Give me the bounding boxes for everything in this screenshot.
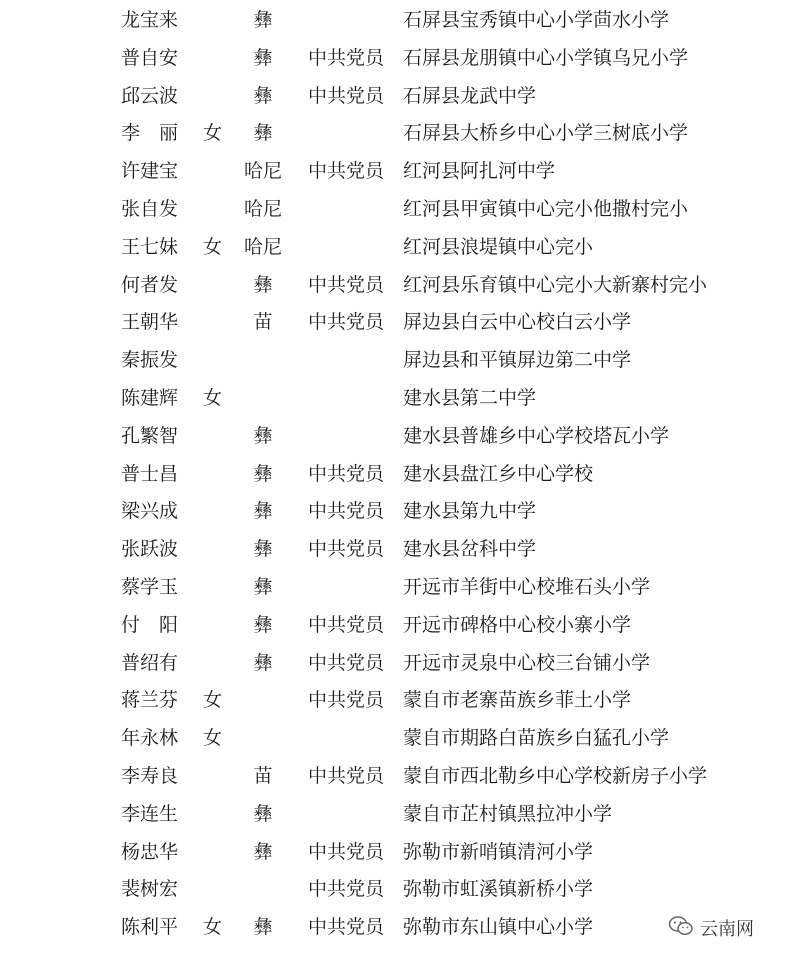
table-row [0, 871, 785, 907]
teacher-school: 开远市灵泉中心校三台铺小学 [403, 651, 651, 674]
teacher-ethnicity: 彝 [253, 84, 273, 107]
teacher-name: 李 丽 [121, 122, 179, 145]
teacher-ethnicity: 彝 [253, 613, 273, 636]
watermark-text: 云南网 [700, 919, 754, 940]
teacher-school: 红河县乐育镇中心完小大新寨村完小 [403, 273, 708, 296]
teacher-ethnicity [242, 682, 284, 718]
teacher-school: 建水县普雄乡中心学校塔瓦小学 [403, 424, 670, 447]
table-row [0, 796, 785, 832]
teacher-ethnicity: 彝 [253, 840, 273, 863]
teacher-party: 中共党员 [308, 46, 385, 69]
teacher-name: 邱云波 [121, 84, 179, 107]
teacher-ethnicity [242, 380, 284, 416]
teacher-school: 蒙自市期路白苗族乡白猛孔小学 [403, 727, 670, 750]
teacher-school: 红河县浪堤镇中心完小 [403, 235, 594, 258]
teacher-party: 中共党员 [308, 878, 385, 901]
teacher-school: 建水县盘江乡中心学校 [403, 462, 594, 485]
teacher-name: 王七妹 [121, 235, 179, 258]
teacher-name: 陈利平 [121, 916, 179, 939]
table-row [0, 267, 785, 303]
watermark [668, 913, 754, 943]
table-row [0, 229, 785, 265]
teacher-school: 弥勒市东山镇中心小学 [403, 916, 594, 939]
teacher-ethnicity: 彝 [253, 576, 273, 598]
teacher-ethnicity: 彝 [253, 424, 273, 447]
table-row [0, 380, 785, 416]
teacher-ethnicity: 哈尼 [243, 160, 282, 183]
teacher-gender: 女 [203, 916, 223, 939]
table-row [0, 720, 785, 756]
teacher-name: 蔡学玉 [121, 576, 179, 598]
teacher-name: 秦振发 [121, 349, 179, 372]
teacher-school: 建水县第二中学 [403, 387, 537, 409]
table-row [0, 607, 785, 643]
teacher-name: 普士昌 [121, 462, 179, 485]
teacher-ethnicity: 彝 [253, 500, 273, 523]
teacher-ethnicity: 彝 [253, 916, 273, 939]
teacher-party: 中共党员 [308, 500, 385, 523]
teacher-name: 张跃波 [121, 538, 179, 561]
teacher-school: 建水县岔科中学 [403, 538, 537, 561]
table-row [0, 834, 785, 870]
teacher-school: 蒙自市芷村镇黑拉冲小学 [403, 802, 613, 825]
teacher-party: 中共党员 [308, 651, 385, 674]
table-row [0, 645, 785, 681]
teacher-ethnicity: 苗 [253, 311, 273, 334]
teacher-ethnicity: 哈尼 [243, 198, 282, 220]
teacher-gender: 女 [203, 689, 223, 712]
teacher-school: 石屏县大桥乡中心小学三树底小学 [403, 122, 689, 145]
table-row [0, 40, 785, 76]
table-row [0, 304, 785, 340]
table-row [0, 115, 785, 151]
teacher-party: 中共党员 [308, 311, 385, 334]
table-row [0, 682, 785, 718]
teacher-ethnicity: 彝 [253, 46, 273, 69]
teacher-school: 石屏县龙武中学 [403, 84, 537, 107]
teacher-school: 红河县阿扎河中学 [403, 160, 556, 183]
teacher-school: 建水县第九中学 [403, 500, 537, 523]
table-row [0, 78, 785, 114]
teacher-school: 开远市碑格中心校小寨小学 [403, 613, 632, 636]
teacher-name: 龙宝来 [121, 9, 179, 31]
teacher-party: 中共党员 [308, 273, 385, 296]
teacher-party: 中共党员 [308, 538, 385, 561]
teacher-name: 张自发 [121, 198, 179, 220]
teacher-party: 中共党员 [308, 462, 385, 485]
table-row [0, 758, 785, 794]
teacher-ethnicity: 彝 [253, 122, 273, 145]
teacher-gender: 女 [203, 387, 223, 409]
teacher-school: 石屏县宝秀镇中心小学茴水小学 [403, 9, 670, 31]
teacher-school: 弥勒市虹溪镇新桥小学 [403, 878, 594, 901]
teacher-name: 孔繁智 [121, 424, 179, 447]
teacher-ethnicity [242, 871, 284, 907]
table-row [0, 191, 785, 227]
teacher-school: 蒙自市老寨苗族乡菲土小学 [403, 689, 632, 712]
teacher-ethnicity: 彝 [253, 9, 273, 31]
table-row [0, 153, 785, 189]
table-row [0, 456, 785, 492]
teacher-ethnicity [242, 720, 284, 756]
teacher-party: 中共党员 [308, 765, 385, 787]
teacher-ethnicity: 哈尼 [243, 235, 282, 258]
teacher-name: 蒋兰芬 [121, 689, 179, 712]
teacher-party: 中共党员 [308, 160, 385, 183]
teacher-school: 开远市羊街中心校堆石头小学 [403, 576, 651, 598]
teacher-name: 王朝华 [121, 311, 179, 334]
teacher-name: 梁兴成 [121, 500, 179, 523]
teacher-name: 杨忠华 [121, 840, 179, 863]
teacher-ethnicity: 彝 [253, 538, 273, 561]
teacher-gender: 女 [203, 122, 223, 145]
teacher-name: 何者发 [121, 273, 179, 296]
teacher-name: 裴树宏 [121, 878, 179, 901]
teacher-party: 中共党员 [308, 840, 385, 863]
teacher-ethnicity [242, 342, 284, 378]
teacher-name: 年永林 [121, 727, 179, 750]
teacher-name: 普自安 [121, 46, 179, 69]
teacher-school: 弥勒市新哨镇清河小学 [403, 840, 594, 863]
teacher-name: 普绍有 [121, 651, 179, 674]
table-row [0, 418, 785, 454]
table-row [0, 531, 785, 567]
teacher-gender: 女 [203, 235, 223, 258]
teacher-name: 许建宝 [121, 160, 179, 183]
teacher-ethnicity: 彝 [253, 802, 273, 825]
teacher-ethnicity: 彝 [253, 273, 273, 296]
teacher-school: 石屏县龙朋镇中心小学镇乌兄小学 [403, 46, 689, 69]
teacher-party: 中共党员 [308, 84, 385, 107]
table-row [0, 342, 785, 378]
teacher-school: 屏边县白云中心校白云小学 [403, 311, 632, 334]
teacher-school: 红河县甲寅镇中心完小他撒村完小 [403, 198, 689, 220]
teacher-name: 李连生 [121, 802, 179, 825]
table-row [0, 2, 785, 38]
table-row [0, 493, 785, 529]
teacher-gender: 女 [203, 727, 223, 750]
teacher-party: 中共党员 [308, 916, 385, 939]
teacher-party: 中共党员 [308, 689, 385, 712]
table-row [0, 569, 785, 605]
teacher-name: 陈建辉 [121, 387, 179, 409]
teacher-ethnicity: 彝 [253, 462, 273, 485]
teacher-name: 李寿良 [121, 765, 179, 787]
teacher-ethnicity: 彝 [253, 651, 273, 674]
teacher-party: 中共党员 [308, 613, 385, 636]
teacher-school: 屏边县和平镇屏边第二中学 [403, 349, 632, 372]
teacher-name: 付 阳 [121, 613, 179, 636]
teacher-school: 蒙自市西北勒乡中心学校新房子小学 [403, 765, 708, 787]
wechat-icon [668, 915, 694, 941]
teacher-ethnicity: 苗 [253, 765, 273, 787]
